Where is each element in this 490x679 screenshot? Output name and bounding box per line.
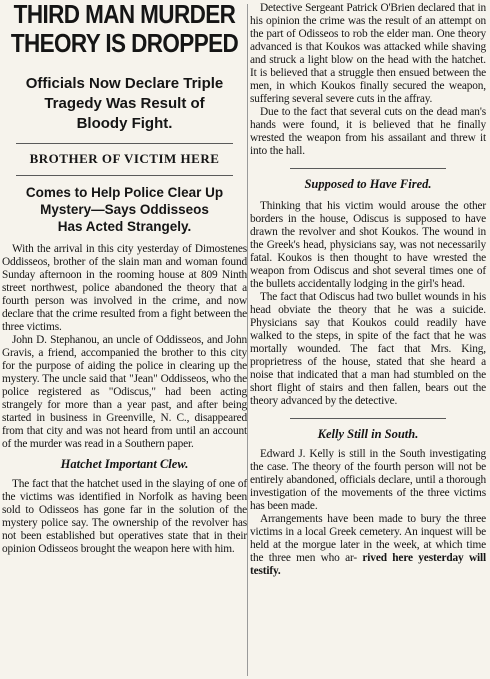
headline-line-2: THEORY IS DROPPED bbox=[10, 29, 239, 58]
deck-2-line-1: Comes to Help Police Clear Up bbox=[25, 185, 224, 200]
separator-rule-3 bbox=[290, 168, 446, 169]
right-column bbox=[250, 0, 486, 578]
left-paragraph-3: The fact that the hatchet used in the slaying of one of the victims was identified in Norfolk as having been sold to Odisseos has gone far in the solution of the mystery police say. The ownership of the revolver has not been established but operatives state that in their opinion Odisseos brought the weapon here with him. bbox=[2, 478, 247, 555]
left-column bbox=[2, 0, 247, 556]
subhead-kelly: Kelly Still in South. bbox=[317, 427, 419, 441]
right-paragraph-6-last: rived here yesterday will testify. bbox=[250, 552, 487, 577]
right-paragraph-1: Detective Sergeant Patrick O'Brien declared that in his opinion the crime was the result of an attempt on the part of Odisseos to rob the elder man. One theory advanced is that Koukos was attacked while shaving and struck a light blow on the head with the hatchet. It is believed that a struggle then ensued between the men, in which Koukos finally secured the weapon, suffering several severe cuts in the affray. bbox=[250, 2, 486, 105]
left-paragraph-2: John D. Stephanou, an uncle of Oddisseos, and John Gravis, a friend, accompanied the brother to this city for the purpose of aiding the police in clearing up the mystery. The uncle said that "Jean" Oddisseos, who the police registered as "Odiscus," had been acting strangely for more than a year past, and after being started in business in Greenville, N. C., disappeared from that city and was not heard from until an account of the murder was read in a Southern paper. bbox=[2, 334, 247, 450]
separator-rule-4 bbox=[290, 418, 446, 419]
left-body bbox=[2, 243, 247, 556]
caps-subheading: BROTHER OF VICTIM HERE bbox=[29, 151, 220, 166]
subhead-supposed: Supposed to Have Fired. bbox=[304, 177, 432, 191]
deck-2 bbox=[2, 184, 247, 235]
right-paragraph-4: The fact that Odiscus had two bullet wounds in his head obviate the theory that he was a suicide. Physicians say that Koukos could readily have walked to the steps, in spite of the fact that he was mortally wounded. The fact that Mrs. King, proprietress of the house, stated that she heard a noise that indicated that a man had stumbled on the short flight of stairs and then fallen, bears out the theory advanced by the detective. bbox=[250, 291, 486, 407]
deck-1-line-3: Bloody Fight. bbox=[76, 115, 173, 132]
deck-1-line-1: Officials Now Declare Triple bbox=[25, 75, 224, 92]
deck-1 bbox=[2, 74, 247, 134]
deck-2-line-3: Has Acted Strangely. bbox=[57, 219, 192, 234]
right-paragraph-2: Due to the fact that several cuts on the dead man's hands were found, it is believed that he finally wrested the weapon from his assailant and threw it into the hall. bbox=[250, 106, 486, 157]
headline bbox=[2, 2, 247, 56]
column-divider bbox=[247, 4, 248, 676]
deck-1-line-2: Tragedy Was Result of bbox=[44, 95, 205, 112]
separator-rule-1 bbox=[16, 143, 233, 144]
right-paragraph-3: Thinking that his victim would arouse the other borders in the house, Odiscus is supposed to have drawn the revolver and shot Koukos. The wound in the Greek's head, physicians say, was not necessarily fatal. Koukos is then thought to have wrested the weapon from Odiscus and shot several times one of the bullets accidentally lodging in the girl's head. bbox=[250, 200, 486, 290]
right-paragraph-5: Edward J. Kelly is still in the South investigating the case. The theory of the fourth person will not be entirely abandoned, officials declare, until a thorough investigation of the movements of the three victims has been made. bbox=[250, 448, 486, 512]
subhead-hatchet: Hatchet Important Clew. bbox=[60, 457, 189, 471]
separator-rule-2 bbox=[16, 175, 233, 176]
left-paragraph-1: With the arrival in this city yesterday of Dimostenes Oddisseos, brother of the slain man and woman found Sunday afternoon in the rooming house at 809 Ninth street northwest, police abandoned the theory that a fourth person was involved in the crime, and now declare that the crime resulted from a fight between the three victims. bbox=[2, 243, 247, 333]
deck-2-line-2: Mystery—Says Oddisseos bbox=[40, 202, 209, 217]
right-paragraph-6 bbox=[250, 513, 486, 578]
right-paragraph-6-main: Arrangements have been made to bury the three victims in a local Greek cemetery. An inquest will be held at the morgue later in the week, at which time the three men who ar- bbox=[250, 513, 486, 564]
headline-line-1: THIRD MAN MURDER bbox=[13, 0, 236, 29]
